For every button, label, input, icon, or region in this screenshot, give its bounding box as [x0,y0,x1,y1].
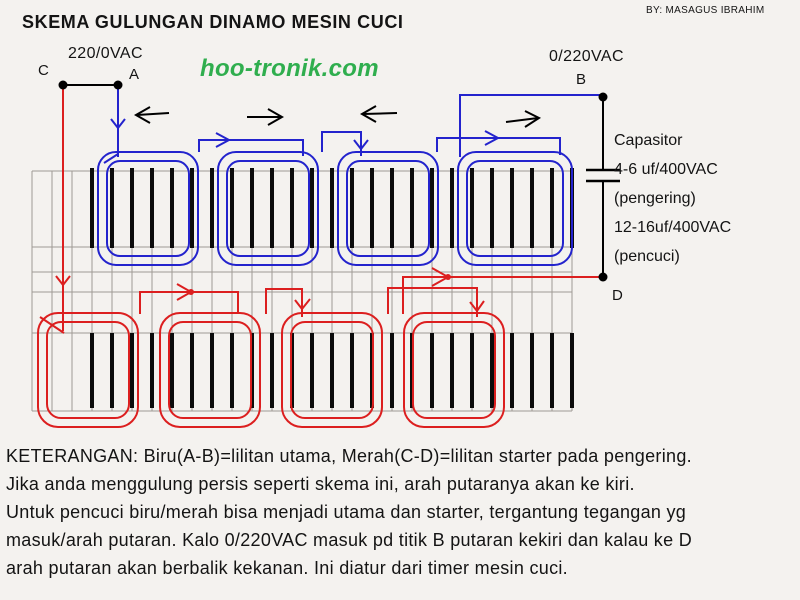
explanation-line: Untuk pencuci biru/merah bisa menjadi utama dan starter, tergantung tegangan yg [6,502,687,522]
capacitor-note-line: 12-16uf/400VAC [614,219,732,236]
explanation-line: KETERANGAN: Biru(A-B)=lilitan utama, Merah(C-D)=lilitan starter pada pengering. [6,446,692,466]
starter-winding-wires [40,88,601,333]
feed-wire-b [460,95,603,157]
direction-arrow-left-1 [137,113,169,115]
main-coil-loop-inner [227,161,309,256]
terminal-label-a: A [129,66,140,83]
explanation-line: Jika anda menggulung persis seperti skema ini, arah putaranya akan ke kiri. [6,474,635,494]
terminal-dot-d [599,273,608,282]
main-coil-loop-inner [107,161,189,256]
capacitor-note-line: Capasitor [614,132,683,149]
feed-wire-d [403,277,601,314]
capacitor-note-line: (pengering) [614,190,696,207]
main-coil-loop-inner [467,161,563,256]
direction-arrows [136,106,539,127]
explanation-line: masuk/arah putaran. Kalo 0/220VAC masuk pd titik B putaran kekiri dan kalau ke D [6,530,693,550]
direction-arrow-left-2 [363,113,397,114]
wire-junction-dot [188,289,194,295]
site-watermark: hoo-tronik.com [200,55,379,82]
capacitor-note-line: (pencuci) [614,248,680,265]
terminal-dot-b [599,93,608,102]
terminal-label-d: D [612,287,623,304]
main-coil-loop-outer [458,152,572,265]
starter-coil-loop-inner [47,322,129,418]
right-voltage-label: 0/220VAC [549,48,624,65]
main-winding-loops [98,152,572,265]
terminal-label-c: C [38,62,49,79]
left-voltage-label: 220/0VAC [68,45,143,62]
page-title: SKEMA GULUNGAN DINAMO MESIN CUCI [22,12,404,32]
wire-junction-dot [445,274,451,280]
explanation-text [6,442,692,582]
coil-jumper-1 [199,140,303,156]
terminal-dot-a [114,81,123,90]
explanation-line: arah putaran akan berbalik kekanan. Ini diatur dari timer mesin cuci. [6,558,568,578]
coil-jumper-1 [140,292,238,314]
starter-coil-loop-outer [38,313,138,427]
capacitor-note [614,126,731,271]
terminal-dot-c [59,81,68,90]
terminal-label-b: B [576,71,587,88]
author-byline: BY: MASAGUS IBRAHIM [646,5,765,16]
capacitor-note-line: 4-6 uf/400VAC [614,161,718,178]
main-coil-loop-inner [347,161,429,256]
